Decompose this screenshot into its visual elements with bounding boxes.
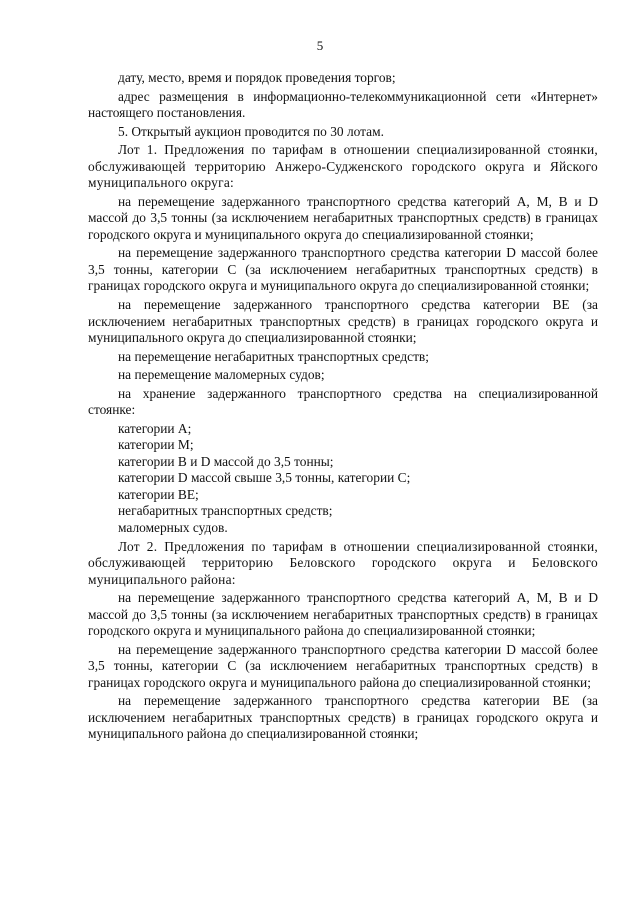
list-item: категории M; <box>118 437 194 453</box>
paragraph: на перемещение негабаритных транспортных средств; <box>118 348 429 364</box>
page-number: 5 <box>316 38 324 53</box>
paragraph: на перемещение задержанного транспортного средства категорий A, M, B и D массой до 3,5 тонны (за исключением негабаритных транспортных средств) в границах городского округа и муниципального района до специализированной стоянки; <box>88 590 598 639</box>
paragraph: на хранение задержанного транспортного средства на специализированной стоянке: <box>88 385 598 418</box>
document-body <box>88 70 598 745</box>
paragraph: на перемещение задержанного транспортного средства категории BE (за исключением негабаритных транспортных средств) в границах городского округа и муниципального округа до специализированной стоянки; <box>88 297 598 346</box>
list-item: категории BE; <box>118 486 199 502</box>
list-item: категории B и D массой до 3,5 тонны; <box>118 453 334 469</box>
paragraph: дату, место, время и порядок проведения торгов; <box>118 70 396 85</box>
lot-1-heading: Лот 1. Предложения по тарифам в отношении специализированной стоянки, обслуживающей территорию Анжеро-Судженского городского округа и Яйского муниципального округа: <box>88 142 598 191</box>
paragraph: на перемещение задержанного транспортного средства категории D массой более 3,5 тонны, категории C (за исключением негабаритных транспортных средств) в границах городского округа и муниципального района до специализированной стоянки; <box>88 641 598 690</box>
paragraph: на перемещение маломерных судов; <box>118 367 325 383</box>
list-item: категории A; <box>118 420 192 436</box>
list-item: маломерных судов. <box>118 519 228 535</box>
paragraph: на перемещение задержанного транспортного средства категорий A, M, B и D массой до 3,5 тонны (за исключением негабаритных транспортных средств) в границах городского округа и муниципального округа до специализированной стоянки; <box>88 193 598 242</box>
categories-list <box>88 421 598 537</box>
paragraph: на перемещение задержанного транспортного средства категории D массой более 3,5 тонны, категории C (за исключением негабаритных транспортных средств) в границах городского округа и муниципального округа до специализированной стоянки; <box>88 245 598 294</box>
paragraph: на перемещение задержанного транспортного средства категории BE (за исключением негабаритных транспортных средств) в границах городского округа и муниципального района до специализированной стоянки; <box>88 693 598 742</box>
lot-2-heading: Лот 2. Предложения по тарифам в отношении специализированной стоянки, обслуживающей территорию Беловского городского округа и Беловского муниципального района: <box>88 538 598 587</box>
list-item: категории D массой свыше 3,5 тонны, категории C; <box>118 470 411 486</box>
list-item: негабаритных транспортных средств; <box>118 503 333 519</box>
paragraph: 5. Открытый аукцион проводится по 30 лотам. <box>118 123 384 139</box>
paragraph: адрес размещения в информационно-телекоммуникационной сети «Интернет» настоящего постановления. <box>88 88 598 121</box>
